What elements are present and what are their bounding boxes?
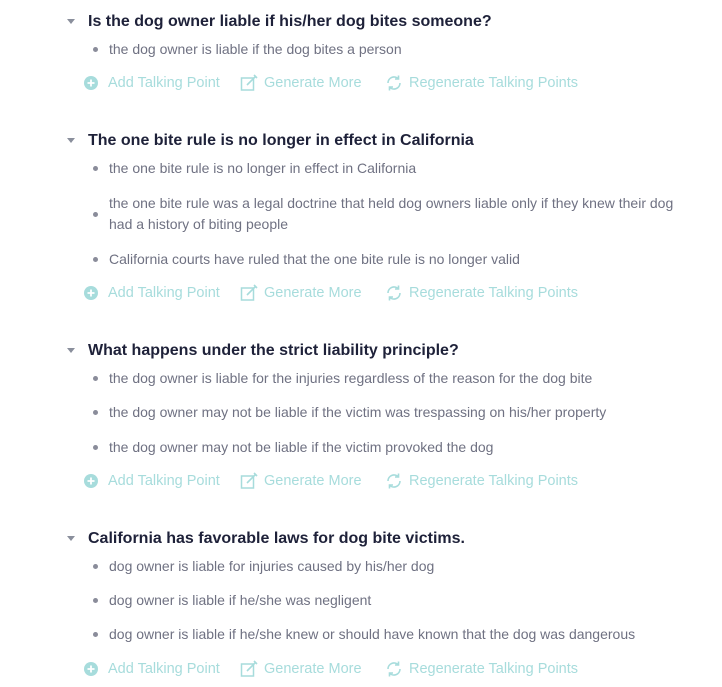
bullet-dot-icon	[93, 632, 98, 637]
section-actions	[0, 72, 700, 94]
regenerate-talking-points-button[interactable]	[385, 658, 578, 680]
plus-circle-icon	[84, 660, 102, 678]
talking-point-text: California courts have ruled that the one bite rule is no longer valid	[109, 251, 520, 267]
generate-more-button[interactable]	[240, 72, 362, 94]
add-talking-point-label: Add Talking Point	[108, 661, 220, 677]
regenerate-talking-points-button[interactable]	[385, 470, 578, 492]
add-talking-point-label: Add Talking Point	[108, 473, 220, 489]
bullet-dot-icon	[93, 166, 98, 171]
talking-point-text: dog owner is liable if he/she was negligent	[109, 592, 372, 608]
section-heading: Is the dog owner liable if his/her dog bites someone?	[88, 13, 492, 30]
bullet-dot-icon	[93, 564, 98, 569]
regenerate-talking-points-label: Regenerate Talking Points	[409, 285, 579, 301]
collapse-caret-icon[interactable]	[67, 138, 75, 143]
bullet-dot-icon	[93, 376, 98, 381]
talking-point-text: the dog owner may not be liable if the victim provoked the dog	[109, 439, 494, 455]
generate-more-label: Generate More	[264, 285, 362, 301]
regenerate-talking-points-label: Regenerate Talking Points	[409, 661, 579, 677]
collapse-caret-icon[interactable]	[67, 19, 75, 24]
refresh-icon	[385, 660, 403, 678]
collapse-caret-icon[interactable]	[67, 536, 75, 541]
bullet-dot-icon	[93, 445, 98, 450]
section-3-header	[0, 340, 700, 364]
generate-more-label: Generate More	[264, 75, 362, 91]
section-heading: The one bite rule is no longer in effect in California	[88, 132, 474, 149]
talking-point-text: the one bite rule was a legal doctrine that held dog owners liable only if they knew their dog had a history of biting people	[109, 195, 674, 232]
refresh-icon	[385, 74, 403, 92]
section-heading: What happens under the strict liability principle?	[88, 342, 459, 359]
refresh-icon	[385, 284, 403, 302]
add-talking-point-button[interactable]	[84, 72, 220, 94]
add-talking-point-button[interactable]	[84, 470, 220, 492]
talking-point-text: the dog owner is liable for the injuries regardless of the reason for the dog bite	[109, 370, 593, 386]
regenerate-talking-points-label: Regenerate Talking Points	[409, 473, 579, 489]
talking-point-text: the dog owner is liable if the dog bites a person	[109, 41, 402, 57]
generate-more-button[interactable]	[240, 470, 362, 492]
bullet-dot-icon	[93, 212, 98, 217]
talking-point-text: the one bite rule is no longer in effect in California	[109, 160, 417, 176]
add-talking-point-button[interactable]	[84, 658, 220, 680]
talking-point-text: dog owner is liable if he/she knew or should have known that the dog was dangerous	[109, 626, 636, 642]
generate-more-button[interactable]	[240, 282, 362, 304]
bullet-dot-icon	[93, 598, 98, 603]
talking-point-text: dog owner is liable for injuries caused by his/her dog	[109, 558, 435, 574]
section-actions	[0, 658, 700, 680]
plus-circle-icon	[84, 74, 102, 92]
edit-icon	[240, 74, 258, 92]
talking-point-text: the dog owner may not be liable if the victim was trespassing on his/her property	[109, 404, 607, 420]
add-talking-point-label: Add Talking Point	[108, 75, 220, 91]
section-1-header	[0, 11, 700, 35]
generate-more-label: Generate More	[264, 661, 362, 677]
section-actions	[0, 470, 700, 492]
add-talking-point-label: Add Talking Point	[108, 285, 220, 301]
regenerate-talking-points-button[interactable]	[385, 282, 578, 304]
section-heading: California has favorable laws for dog bite victims.	[88, 530, 465, 547]
section-4-header	[0, 528, 700, 552]
edit-icon	[240, 472, 258, 490]
edit-icon	[240, 660, 258, 678]
bullet-dot-icon	[93, 257, 98, 262]
add-talking-point-button[interactable]	[84, 282, 220, 304]
collapse-caret-icon[interactable]	[67, 348, 75, 353]
generate-more-label: Generate More	[264, 473, 362, 489]
edit-icon	[240, 284, 258, 302]
section-actions	[0, 282, 700, 304]
bullet-dot-icon	[93, 47, 98, 52]
refresh-icon	[385, 472, 403, 490]
section-2-header	[0, 130, 700, 154]
generate-more-button[interactable]	[240, 658, 362, 680]
plus-circle-icon	[84, 284, 102, 302]
plus-circle-icon	[84, 472, 102, 490]
bullet-dot-icon	[93, 410, 98, 415]
regenerate-talking-points-label: Regenerate Talking Points	[409, 75, 579, 91]
regenerate-talking-points-button[interactable]	[385, 72, 578, 94]
